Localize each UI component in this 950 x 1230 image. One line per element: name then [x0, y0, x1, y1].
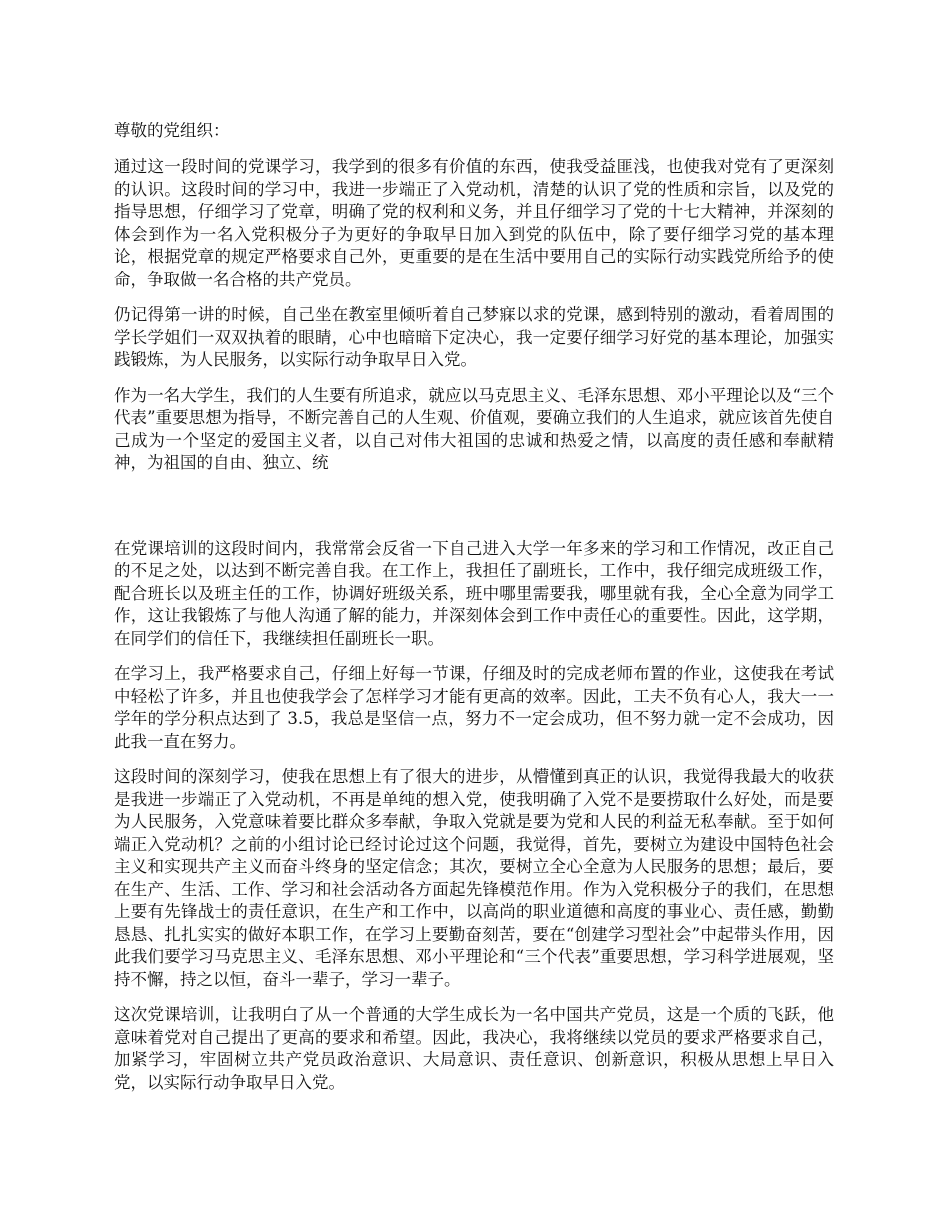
paragraph: 作为一名大学生，我们的人生要有所追求，就应以马克思主义、毛泽东思想、邓小平理论以及“三个代表”重要思想为指导，不断完善自己的人生观、价值观，要确立我们的人生追求，就应该首先使自己成为一个坚定的爱国主义者，以自己对伟大祖国的忠诚和热爱之情，以高度的责任感和奉献精神，为祖国的自由、独立、统	[114, 385, 834, 472]
paragraph: 在学习上，我严格要求自己，仔细上好每一节课，仔细及时的完成老师布置的作业，这使我在考试中轻松了许多，并且也使我学会了怎样学习才能有更高的效率。因此，工夫不负有心人，我大一一学年的学分积点达到了 3.5，我总是坚信一点，努力不一定会成功，但不努力就一定不会成功，因此我一直在努力。	[114, 664, 834, 751]
paragraph: 这段时间的深刻学习，使我在思想上有了很大的进步，从懵懂到真正的认识，我觉得我最大的收获是我进一步端正了入党动机，不再是单纯的想入党，使我明确了入党不是要捞取什么好处，而是要为人民服务，入党意味着要比群众多奉献，争取入党就是要为党和人民的利益无私奉献。至于如何端正入党动机？之前的小组讨论已经讨论过这个问题，我觉得，首先，要树立为建设中国特色社会主义和实现共产主义而奋斗终身的坚定信念；其次，要树立全心全意为人民服务的思想；最后，要在生产、生活、工作、学习和社会活动各方面起先锋模范作用。作为入党积极分子的我们，在思想上要有先锋战士的责任意识，在生产和工作中，以高尚的职业道德和高度的事业心、责任感，勤勤恳恳、扎扎实实的做好本职工作，在学习上要勤奋刻苦，要在“创建学习型社会”中起带头作用，因此我们要学习马克思主义、毛泽东思想、邓小平理论和“三个代表”重要思想，学习科学进展观，坚持不懈，持之以恒，奋斗一辈子，学习一辈子。	[114, 767, 834, 989]
section-gap	[114, 488, 834, 538]
paragraph: 仍记得第一讲的时候，自己坐在教室里倾听着自己梦寐以求的党课，感到特别的激动，看着周围的学长学姐们一双双执着的眼睛，心中也暗暗下定决心，我一定要仔细学习好党的基本理论，加强实践锻炼，为人民服务，以实际行动争取早日入党。	[114, 305, 834, 369]
salutation: 尊敬的党组织：	[114, 121, 230, 140]
paragraph: 在党课培训的这段时间内，我常常会反省一下自己进入大学一年多来的学习和工作情况，改正自己的不足之处，以达到不断完善自我。在工作上，我担任了副班长，工作中，我仔细完成班级工作，配合班长以及班主任的工作，协调好班级关系，班中哪里需要我，哪里就有我，全心全意为同学工作，这让我锻炼了与他人沟通了解的能力，并深刻体会到工作中责任心的重要性。因此，这学期，在同学们的信任下，我继续担任副班长一职。	[114, 538, 834, 648]
paragraph: 通过这一段时间的党课学习，我学到的很多有价值的东西，使我受益匪浅，也使我对党有了更深刻的认识。这段时间的学习中，我进一步端正了入党动机，清楚的认识了党的性质和宗旨，以及党的指导思想，仔细学习了党章，明确了党的权利和义务，并且仔细学习了党的十七大精神，并深刻的体会到作为一名入党积极分子为更好的争取早日加入到党的队伍中，除了要仔细学习党的基本理论，根据党章的规定严格要求自己外，更重要的是在生活中要用自己的实际行动实践党所给予的使命，争取做一名合格的共产党员。	[114, 157, 834, 289]
paragraph: 这次党课培训，让我明白了从一个普通的大学生成长为一名中国共产党员，这是一个质的飞跃，他意味着党对自己提出了更高的要求和希望。因此，我决心，我将继续以党员的要求严格要求自己，加紧学习，牢固树立共产党员政治意识、大局意识、责任意识、创新意识，积极从思想上早日入党，以实际行动争取早日入党。	[114, 1005, 834, 1092]
document-body	[114, 120, 834, 1107]
